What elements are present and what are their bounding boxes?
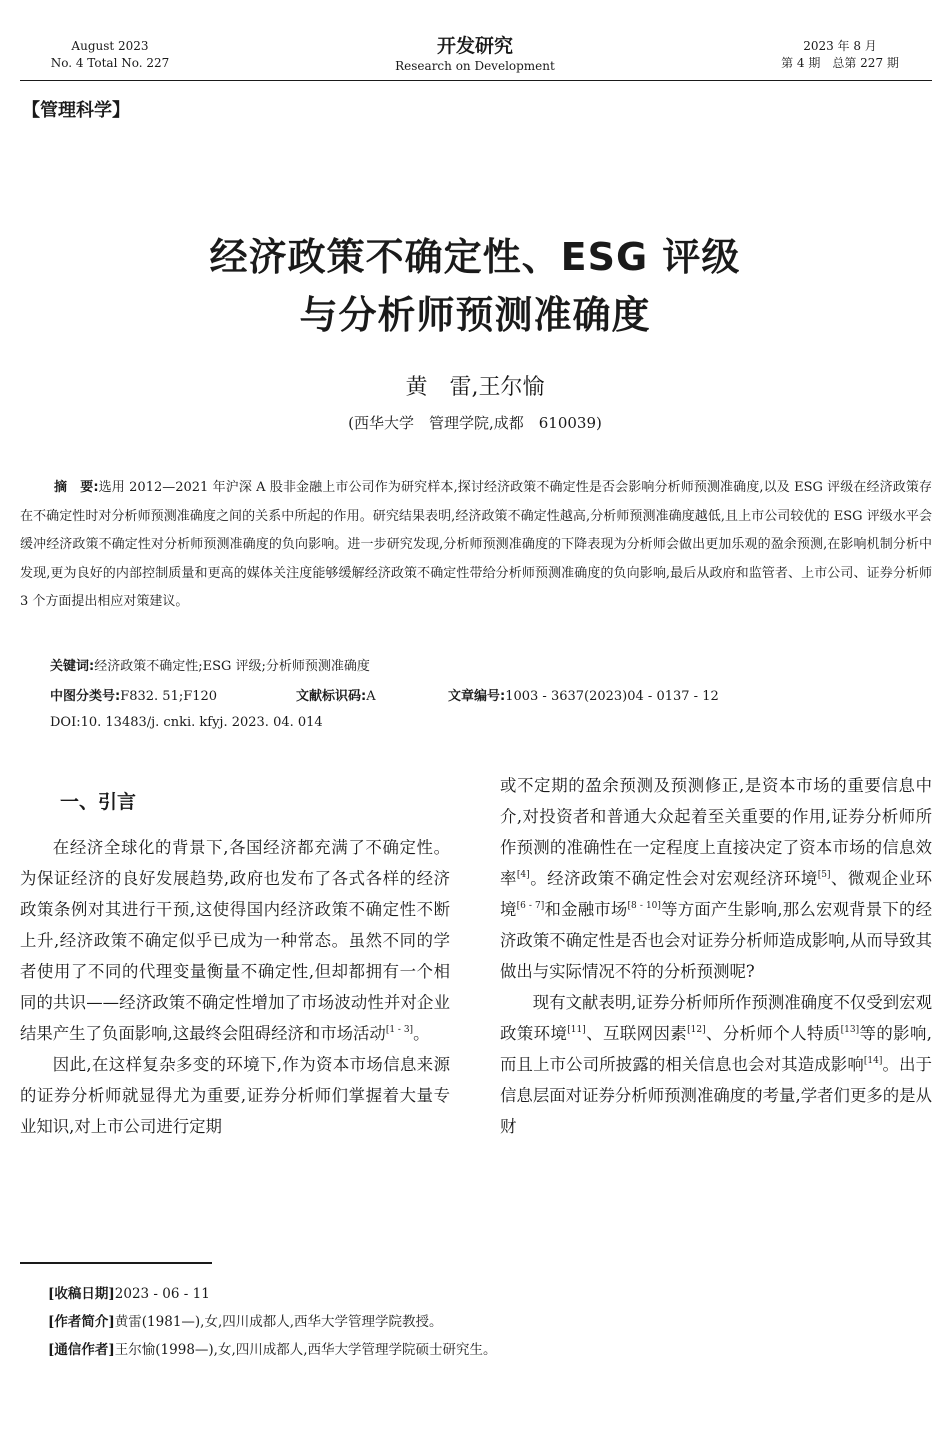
article-number — [448, 685, 719, 704]
keywords-text: 经济政策不确定性;ESG 评级;分析师预测准确度 — [94, 659, 370, 674]
abstract — [20, 474, 932, 617]
paragraph-text: 、互联网因素 — [585, 1024, 688, 1043]
header-month: August 2023 — [71, 39, 149, 53]
citation: [8 - 10] — [627, 901, 661, 911]
header-month-cn: 2023 年 8 月 — [803, 39, 877, 53]
header-rule — [20, 80, 932, 81]
doc-code-label: 文献标识码: — [296, 689, 367, 704]
citation: [12] — [687, 1025, 706, 1035]
paragraph-text: 等方面产生影响,那么宏观背景下的经济政策不确定性是否也会对证券分析师造成影响,从而导致其做出与实际情况不符的分析预测呢? — [500, 900, 932, 981]
paragraph-text: 、微观企业环境 — [500, 869, 933, 919]
paragraph — [500, 770, 932, 987]
article-number-value: 1003 - 3637(2023)04 - 0137 - 12 — [505, 689, 719, 704]
citation: [14] — [863, 1056, 883, 1066]
authors: 黄 雷,王尔愉 — [405, 375, 545, 400]
left-column — [20, 832, 450, 1142]
header-issue-cn: 第 4 期 总第 227 期 — [781, 56, 899, 70]
paragraph-text: 。 — [413, 1024, 430, 1043]
footnote-label: [收稿日期] — [48, 1286, 115, 1302]
footnote-value: 王尔愉(1998—),女,四川成都人,西华大学管理学院硕士研究生。 — [114, 1342, 497, 1358]
section-tag: 【管理科学】 — [22, 100, 130, 121]
footnote-value: 2023 - 06 - 11 — [114, 1286, 210, 1302]
abstract-text: 选用 2012—2021 年沪深 A 股非金融上市公司作为研究样本,探讨经济政策不确定性是否会影响分析师预测准确度,以及 ESG 评级在经济政策存在不确定性时对分析师预测准确度之间的关系中所起的作用。研究结果表明,经济政策不确定性越高,分析师预测准确度越低,且上市公司较优的 ESG 评级水平会缓冲经济政策不确定性对分析师预测准确度的负向影响。进一步研究发现,分析师预测准确度的下降表现为分析师会做出更加乐观的盈余预测,在影响机制分析中发现,更为良好的内部控制质量和更高的媒体关注度能够缓解经济政策不确定性带给分析师预测准确度的负向影响,最后从政府和监管者、上市公司、证券分析师 3 个方面提出相应对策建议。 — [20, 480, 932, 609]
footnote-value: 黄雷(1981—),女,四川成都人,西华大学管理学院教授。 — [114, 1314, 443, 1330]
footnote-label: [作者简介] — [48, 1314, 115, 1330]
citation: [5] — [817, 870, 831, 880]
right-column — [500, 770, 932, 1142]
paragraph-text: 或不定期的盈余预测及预测修正,是资本市场的重要信息中介,对投资者和普通大众起着至关重要的作用,证券分析师所作预测的准确性在一定程度上直接决定了资本市场的信息效率 — [500, 776, 932, 888]
affiliation: (西华大学 管理学院,成都 610039) — [348, 414, 602, 432]
footnote-corresponding — [48, 1338, 497, 1358]
doc-code — [296, 685, 376, 704]
keywords-label: 关键词: — [50, 659, 95, 674]
citation: [1 - 3] — [385, 1025, 414, 1035]
section-heading: 一、引言 — [60, 791, 137, 813]
clc-number — [50, 685, 217, 704]
paragraph — [500, 987, 932, 1142]
article-number-label: 文章编号: — [448, 689, 506, 704]
paragraph-text: 在经济全球化的背景下,各国经济都充满了不确定性。为保证经济的良好发展趋势,政府也发布了各式各样的经济政策条例对其进行干预,这使得国内经济政策不确定性不断上升,经济政策不确定似乎已成为一种常态。虽然不同的学者使用了不同的代理变量衡量不确定性,但却都拥有一个相同的共识——经济政策不确定性增加了市场波动性并对企业结果产生了负面影响,这最终会阻碍经济和市场活动 — [20, 838, 450, 1043]
paragraph-text: 和金融市场 — [544, 900, 628, 919]
journal-subtitle: Research on Development — [395, 59, 555, 73]
keywords — [50, 655, 370, 674]
paragraph-text: 、分析师个人特质 — [705, 1024, 841, 1043]
abstract-label: 摘 要: — [54, 480, 99, 495]
citation: [11] — [567, 1025, 586, 1035]
journal-date-en — [50, 38, 170, 72]
clc-value: F832. 51;F120 — [120, 689, 218, 704]
paragraph-text: 等的影响,而且上市公司所披露的相关信息也会对其造成影响 — [500, 1024, 933, 1074]
doc-code-value: A — [366, 689, 376, 704]
citation: [4] — [516, 870, 530, 880]
paragraph-text: 。出于信息层面对证券分析师预测准确度的考量,学者们更多的是从财 — [500, 1055, 933, 1136]
footnote-label: [通信作者] — [48, 1342, 115, 1358]
paper-title-line2: 与分析师预测准确度 — [299, 293, 651, 337]
paragraph — [20, 832, 450, 1049]
journal-title-block — [375, 34, 575, 74]
paper-title-line1: 经济政策不确定性、ESG 评级 — [209, 235, 741, 279]
footnote-rule — [20, 1262, 212, 1264]
journal-title: 开发研究 — [436, 35, 513, 57]
citation: [13] — [840, 1025, 860, 1035]
clc-label: 中图分类号: — [50, 689, 121, 704]
paragraph-text: 。经济政策不确定性会对宏观经济环境 — [529, 869, 818, 888]
citation: [6 - 7] — [516, 901, 545, 911]
paragraph: 因此,在这样复杂多变的环境下,作为资本市场信息来源的证券分析师就显得尤为重要,证券分析师们掌握着大量专业知识,对上市公司进行定期 — [20, 1055, 450, 1136]
footnote-author — [48, 1310, 443, 1330]
paragraph-text: 现有文献表明,证券分析师所作预测准确度不仅受到宏观政策环境 — [500, 993, 932, 1043]
header-issue: No. 4 Total No. 227 — [50, 56, 170, 70]
journal-date-cn — [755, 38, 925, 72]
doi: DOI:10. 13483/j. cnki. kfyj. 2023. 04. 014 — [50, 715, 323, 730]
footnote-received — [48, 1282, 210, 1302]
